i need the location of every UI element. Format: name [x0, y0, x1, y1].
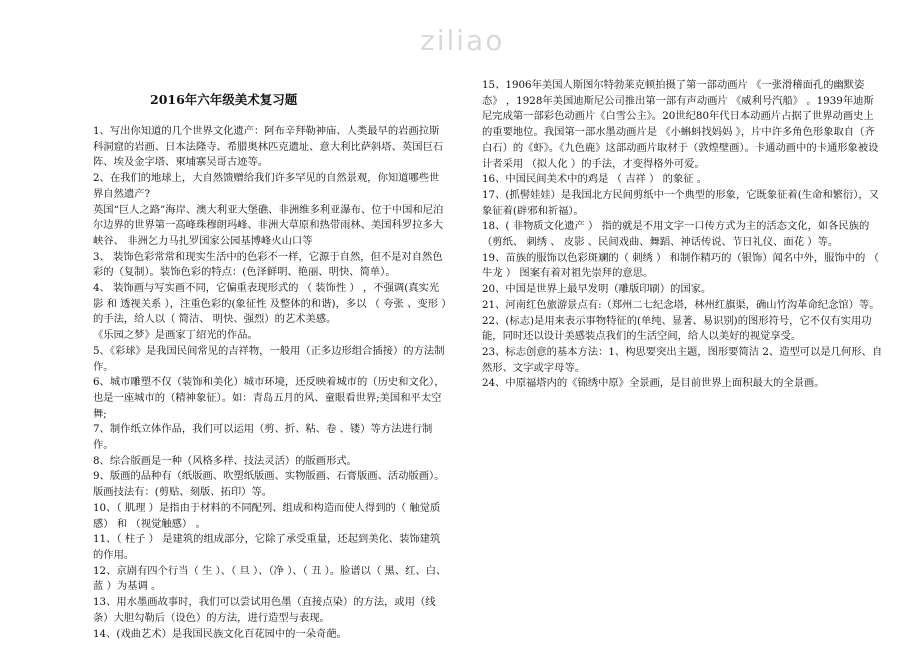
question-1: 1、写出你知道的几个世界文化遗产：阿布辛拜勒神庙、人类最早的岩画拉斯科洞窟的岩画、日本法隆寺、希腊奥林匹克遗址、意大利比萨斜塔、英国巨石阵、埃及金字塔、柬埔寨吴哥古迹等。: [93, 125, 444, 169]
question-3: 3、 装饰色彩常常和现实生活中的色彩不一样，它源于自然，但不是对自然色彩的（复制）。装饰色彩的特点：(色泽鲜明、艳丽、明快、简单）。: [93, 250, 443, 279]
question-23: 23、标志创意的基本方法：1、构思要突出主题，图形要简洁 2、造型可以是几何形、自然形、文字或字母等。: [482, 345, 883, 374]
question-13: 13、用水墨画故事时，我们可以尝试用色墨（直接点染）的方法，或用（线条）大胆勾勒后（设色）的方法，进行造型与表现。: [93, 596, 436, 624]
question-24: 24、中原福塔内的《锦绣中原》全景画，是目前世界上面积最大的全景画。: [482, 377, 825, 390]
question-17: 17、(抓髻娃娃）是我国北方民间剪纸中一个典型的形象，它既象征着(生命和繁衍），又象征着(辟邪和祈福）。: [482, 188, 879, 217]
question-18: 18、( 非物质文化遗产 ） 指的就是不用文字一口传方式为主的活态文化，如各民族的（剪纸、 刺绣 、 皮影 、民间戏曲、舞蹈、神话传说、节日礼仪、面花 ）等。: [482, 220, 870, 249]
question-14: 14、(戏曲艺术）是我国民族文化百花园中的一朵奇葩。: [93, 627, 347, 640]
question-7: 7、制作纸立体作品，我们可以运用（剪、折、粘、卷 、镂）等方法进行制作。: [93, 423, 433, 452]
page-title: 2016年六年级美术复习题: [150, 92, 298, 107]
question-11: 11、（ 柱子 ） 是建筑的组成部分，它除了承受重量，还起到美化、装饰建筑的作用。: [93, 533, 441, 561]
note-paradise-dream: 《乐园之梦》是画家丁绍光的作品。: [93, 329, 258, 342]
question-22: 22、(标志)是用来表示事物特征的(单纯、显著、易识别)的图形符号，它不仅有实用功能，同时还以设计美感装点我们的生活空间，给人以美好的视觉享受。: [482, 314, 872, 343]
question-4: 4、 装饰画与写实画不同，它偏重表现形式的 （ 装饰性 ） ，不强调(真实光影 和 透视关系 ），注重色彩的(象征性 及整体的和谐)，多以 （ 夸张 、变形 ）的手法，给人以（ 简洁、 明快、强烈）的艺术美感。: [93, 282, 447, 326]
question-10: 10、（ 肌理 ）是指由于材料的不同配列、组成和构造而使人得到的（ 触觉质感） 和 （视觉触感） 。: [93, 501, 441, 530]
question-5: 5、《彩球》是我国民间常见的吉祥物，一般用（正多边形组合插接）的方法制作。: [93, 344, 445, 373]
question-9: 9、版画的品种有（纸版画、吹塑纸版画、实物版画、石膏版画、活动版画）。版画技法有：(剪贴、刻版、拓印）等。: [93, 470, 445, 499]
watermark: ziliao: [420, 24, 505, 57]
right-column: [482, 78, 884, 392]
question-8: 8、综合版画是一种（风格多样、技法灵活）的版画形式。: [93, 454, 357, 467]
question-2: 2、在我们的地球上，大自然馈赠给我们许多罕见的自然景观，你知道哪些世界自然遗产?: [93, 172, 440, 200]
question-15: 15、1906年美国人斯图尔特勃莱克顿拍摄了第一部动画片 《一张滑稽面孔的幽默姿态》 ，1928年美国迪斯尼公司推出第一部有声动画片 《威利号汽船》 。1939年迪斯尼完成第一部彩色动画片《白雪公主》。20世纪80年代日本动画片占据了世界动画史上的重要地位。我国第一部水墨动画片是 《小蝌蚪找妈妈 》，片中许多角色形象取自（齐白石）的《虾》。《九色鹿》这部动画片取材于（敦煌壁画）。卡通动画中的卡通形象被设计者采用 （拟人化 ）的手法，才变得格外可爱。: [482, 79, 879, 170]
question-2-answer: 英国“巨人之路”海岸、澳大利亚大堡礁、非洲维多利亚瀑布、位于中国和尼泊尔边界的世界第一高峰珠穆朗玛峰、非洲大草原和热带雨林、美国科罗拉多大峡谷、 非洲乞力马扎罗国家公园基博峰火山口等: [93, 203, 444, 247]
question-12: 12、京剧有四个行当（ 生 ）、（ 旦 ）、（净 ）、（ 丑 ）。脸谱以（ 黑、红、白、蓝 ）为基调 。: [93, 564, 447, 593]
question-20: 20、中国是世界上最早发明（雕版印刷）的国家。: [482, 283, 712, 296]
question-16: 16、中国民间美术中的鸡是 （ 吉祥 ） 的象征 。: [482, 173, 708, 186]
left-column: [93, 124, 447, 642]
question-19: 19、苗族的服饰以色彩斑斓的（ 刺绣 ） 和制作精巧的（银饰）闻名中外，服饰中的 （ 牛龙 ） 图案有着对祖先崇拜的意思。: [482, 251, 879, 280]
question-21: 21、河南红色旅游景点有:（郑州二七纪念塔，林州红旗渠，确山竹沟革命纪念馆）等。: [482, 298, 880, 311]
question-6: 6、城市雕塑不仅（装饰和美化）城市环境，还反映着城市的（历史和文化），也是一座城市的（精神象征）。如：青岛五月的风、童眼看世界;美国和平太空舞;: [93, 376, 445, 420]
